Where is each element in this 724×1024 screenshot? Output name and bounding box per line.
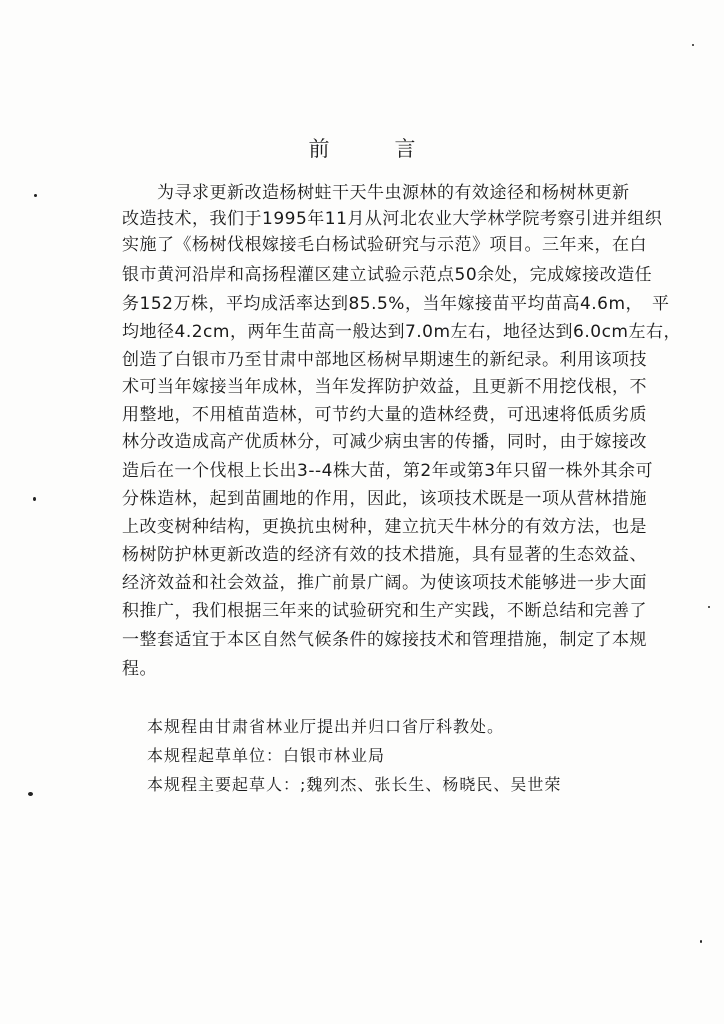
paragraph-line: 林分改造成高产优质林分，可减少病虫害的传播，同时，由于嫁接改 — [122, 432, 647, 452]
paragraph-line: 用整地，不用植苗造林，可节约大量的造林经费，可迅速将低质劣质 — [122, 405, 647, 425]
paragraph-line: 为寻求更新改造杨树蛀干天牛虫源林的有效途径和杨树林更新 — [122, 183, 630, 203]
paragraph-line: 造后在一个伐根上长出3--4株大苗，第2年或第3年只留一株外其余可 — [122, 461, 654, 481]
paragraph-line: 创造了白银市乃至甘肃中部地区杨树早期速生的新纪录。利用该项技 — [122, 350, 647, 370]
paragraph-line: 均地径4.2cm，两年生苗高一般达到7.0m左右，地径达到6.0cm左右， — [122, 322, 681, 342]
paragraph-line: 银市黄河沿岸和高扬程灌区建立试验示范点50余处，完成嫁接改造任 — [122, 265, 653, 285]
credit-drafting-unit: 本规程起草单位：白银市林业局 — [147, 746, 386, 765]
paragraph-line: 术可当年嫁接当年成林，当年发挥防护效益，且更新不用挖伐根，不 — [122, 377, 647, 397]
scan-speck — [708, 606, 710, 608]
paragraph-line: 分株造林，起到苗圃地的作用，因此，该项技术既是一项从营林措施 — [122, 489, 647, 509]
paragraph-line: 经济效益和社会效益，推广前景广阔。为使该项技术能够进一步大面 — [122, 573, 647, 593]
paragraph-line: 一整套适宜于本区自然气候条件的嫁接技术和管理措施，制定了本规 — [122, 630, 647, 650]
scan-speck — [700, 940, 702, 943]
credit-drafters: 本规程主要起草人：;魏列杰、张长生、杨晓民、吴世荣 — [147, 775, 562, 794]
paragraph-line: 改造技术，我们于1995年11月从河北农业大学林学院考察引进并组织 — [122, 209, 663, 229]
credit-proposer: 本规程由甘肃省林业厅提出并归口省厅科教处。 — [147, 717, 505, 736]
paragraph-line: 程。 — [122, 659, 157, 679]
scan-speck — [33, 497, 36, 501]
scan-speck — [692, 44, 694, 46]
page-title: 前 言 — [308, 137, 438, 161]
paragraph-line: 务152万株，平均成活率达到85.5%，当年嫁接苗平均苗高4.6m， 平 — [122, 294, 670, 314]
paragraph-line: 积推广，我们根据三年来的试验研究和生产实践，不断总结和完善了 — [122, 601, 647, 621]
scan-speck — [34, 194, 37, 197]
paragraph-line: 上改变树种结构，更换抗虫树种，建立抗天牛林分的有效方法，也是 — [122, 517, 647, 537]
paragraph-line: 杨树防护林更新改造的经济有效的技术措施，具有显著的生态效益、 — [122, 545, 647, 565]
paragraph-line: 实施了《杨树伐根嫁接毛白杨试验研究与示范》项目。三年来，在白 — [122, 235, 647, 255]
scan-speck — [28, 792, 33, 796]
